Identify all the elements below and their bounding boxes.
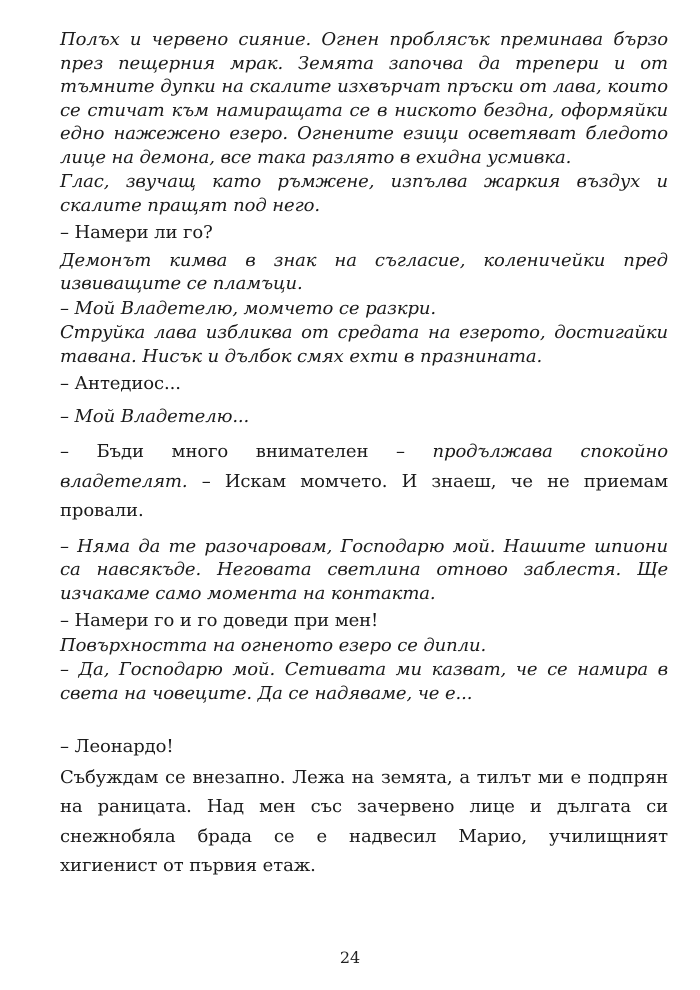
paragraph-cave-description: Полъх и червено сияние. Огнен проблясък преминава бързо през пещерния мрак. Земята започва да трепери и от тъмните дупки на скалите изхвърчат пръски от лава, които се стичат към намиращата се в ниското бездна, оформяйки едно нажежено езеро. Огнените езици осветяват бледото лице на демона, все така разлято в ехидна усмивка. [60,29,668,168]
dialogue-line-spies-everywhere: – Няма да те разочаровам, Господарю мой. Нашите шпиони са навсякъде. Неговата светлина отново заблестя. Ще изчакаме само момента на контакта. [60,535,668,604]
dialogue-line-found-him: – Намери ли го? [60,222,213,243]
scene-break [60,705,668,731]
dialogue-segment-speech-continued: – Искам момчето. И знаеш, че не приемам провали. [60,470,668,521]
dialogue-segment-narration: продължава спокойно владетелят. [60,441,668,492]
dialogue-segment-speech: – Бъди много внимателен – [60,441,433,462]
dialogue-line-antedios: – Антедиос... [60,373,181,394]
paragraph-wakes-up: Събуждам се внезапно. Лежа на земята, а тилът ми е подпрян на раницата. Над мен със зачервено лице и дългата си снежнобяла брада се е надвесил Марио, училищният хигиенист от първия етаж. [60,766,668,876]
dialogue-line-my-lord: – Мой Владетелю... [60,405,250,427]
page-text-body [60,28,668,881]
paragraph-lava-stream: Струйка лава избликва от средата на езерото, достигайки тавана. Нисък и дълбок смях ехти в празнината. [60,322,668,367]
dialogue-line-be-careful [60,437,668,526]
dialogue-line-leonardo: – Леонардо! [60,736,174,757]
page-number: 24 [339,948,361,967]
paragraph-voice-growl: Глас, звучащ като ръмжене, изпълва жаркия въздух и скалите пращят под него. [60,171,668,216]
dialogue-line-bring-him: – Намери го и го доведи при мен! [60,610,379,631]
dialogue-line-boy-revealed: – Мой Владетелю, момчето се разкри. [60,297,437,319]
dialogue-line-human-world: – Да, Господарю мой. Сетивата ми казват, че се намира в света на човеците. Да се надяваме, че е... [60,659,668,704]
paragraph-demon-nods: Демонът кимва в знак на съгласие, коленичейки пред извиващите се пламъци. [60,249,668,294]
paragraph-lake-ripples: Повърхността на огненото езеро се дипли. [60,634,487,656]
